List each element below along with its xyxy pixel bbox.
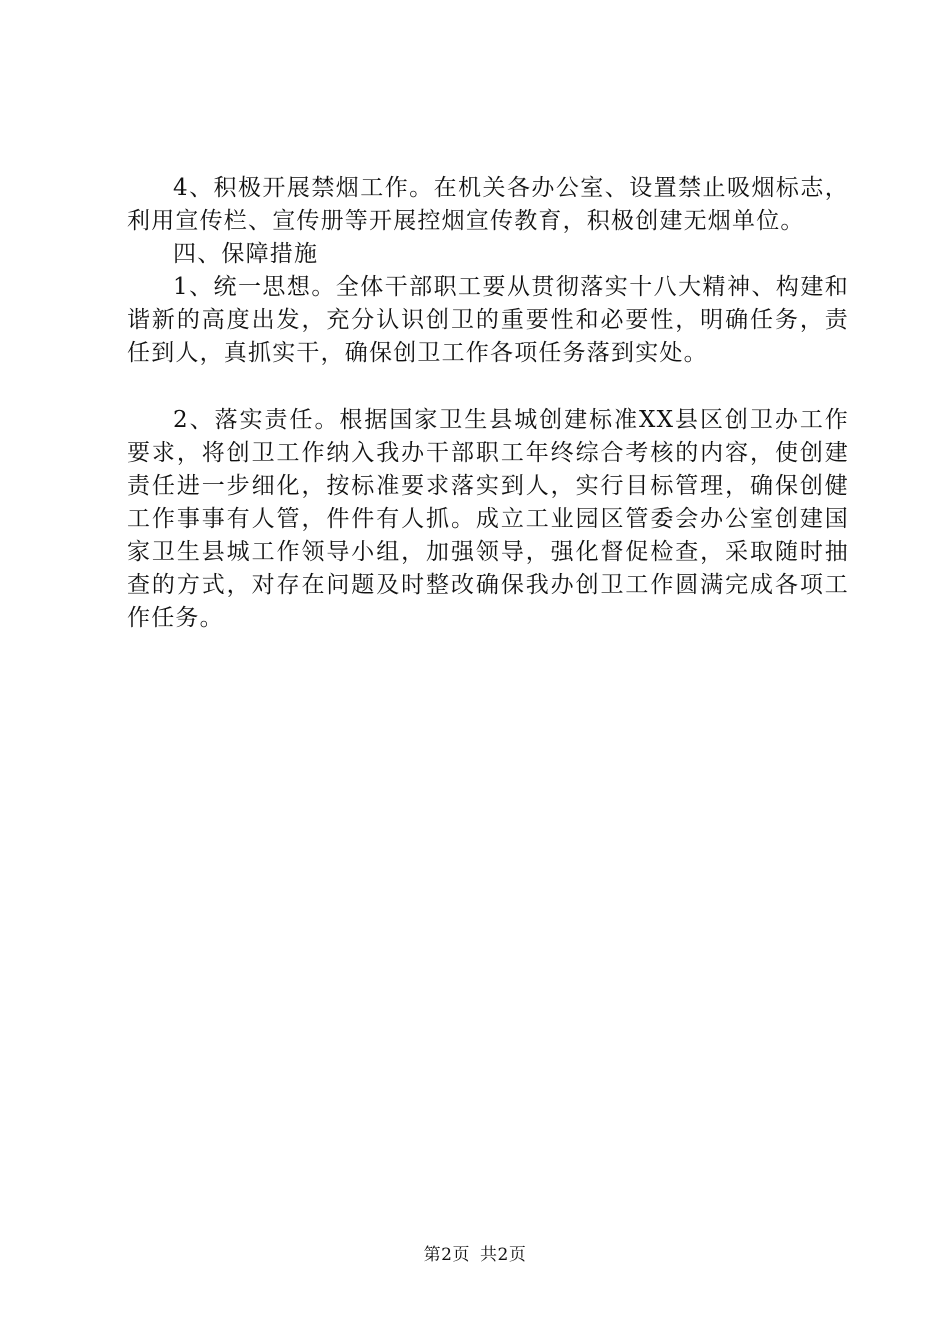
page-total: 共2页 xyxy=(480,1245,527,1265)
document-body xyxy=(127,172,849,635)
paragraph-no-smoking: 4、积极开展禁烟工作。在机关各办公室、设置禁止吸烟标志，利用宣传栏、宣传册等开展控烟宣传教育，积极创建无烟单位。 xyxy=(127,175,849,234)
page-footer xyxy=(0,1243,950,1267)
section-heading-safeguards: 四、保障措施 xyxy=(173,241,319,267)
paragraph-unify-thinking: 1、统一思想。全体干部职工要从贯彻落实十八大精神、构建和谐新的高度出发，充分认识创卫的重要性和必要性，明确任务，责任到人，真抓实干，确保创卫工作各项任务落到实处。 xyxy=(127,274,849,366)
page-number: 第2页 xyxy=(423,1245,470,1265)
paragraph-implement-responsibility: 2、落实责任。根据国家卫生县城创建标准XX县区创卫办工作要求，将创卫工作纳入我办干部职工年终综合考核的内容，使创建责任进一步细化，按标准要求落实到人，实行目标管理，确保创健工作事事有人管，件件有人抓。成立工业园区管委会办公室创建国家卫生县城工作领导小组，加强领导，强化督促检查，采取随时抽查的方式，对存在问题及时整改确保我办创卫工作圆满完成各项工作任务。 xyxy=(127,407,849,631)
